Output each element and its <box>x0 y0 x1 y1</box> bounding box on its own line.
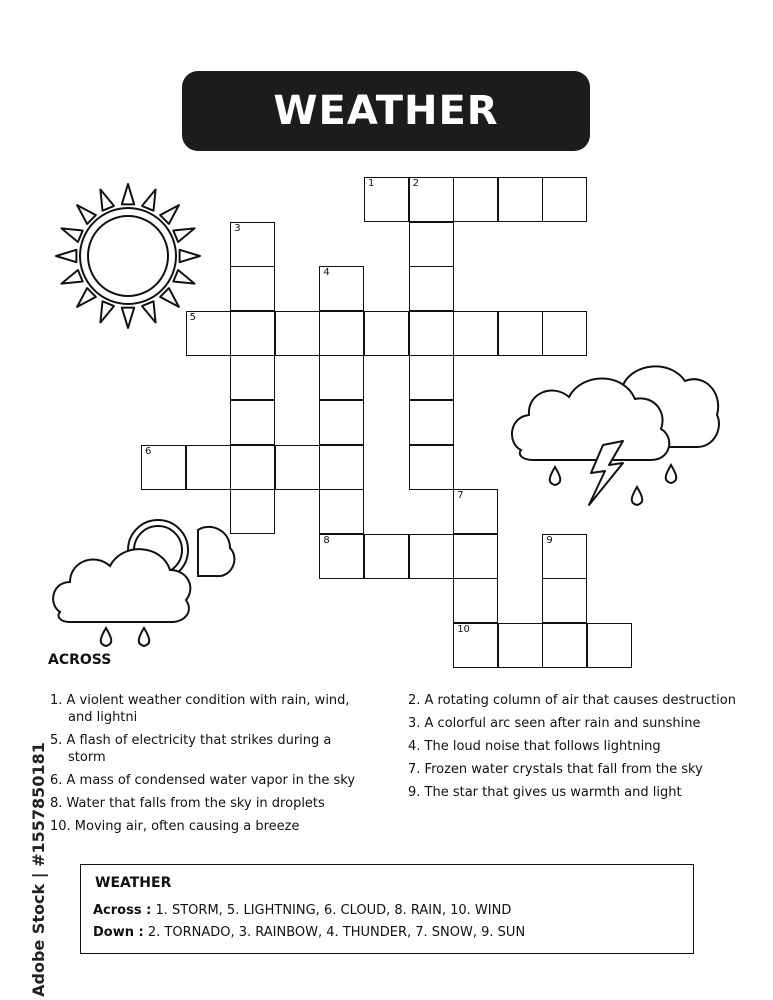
cell-number: 4 <box>323 267 330 279</box>
clue-10-across: 10. Moving air, often causing a breeze <box>50 819 300 834</box>
answer-across-text: 1. STORM, 5. LIGHTNING, 6. CLOUD, 8. RAIN, 10. WIND <box>155 903 512 918</box>
cell-number: 3 <box>234 222 241 234</box>
answer-key-title: WEATHER <box>95 875 172 891</box>
crossword-cell[interactable] <box>275 311 320 356</box>
watermark-text: Adobe Stock | #1557850181 <box>28 742 48 997</box>
crossword-cell[interactable] <box>409 311 454 356</box>
crossword-cell[interactable] <box>498 177 543 222</box>
page-title: WEATHER <box>273 88 499 134</box>
crossword-cell[interactable] <box>409 355 454 400</box>
answer-key <box>80 864 694 954</box>
crossword-cell[interactable] <box>230 445 275 490</box>
crossword-cell[interactable] <box>230 311 275 356</box>
cell-number: 8 <box>323 534 330 546</box>
crossword-cell[interactable] <box>319 445 364 490</box>
crossword-cell[interactable] <box>542 534 587 579</box>
cell-number: 10 <box>457 624 470 635</box>
cell-number: 9 <box>546 534 553 546</box>
clue-5-across: 5. A flash of electricity that strikes during a storm <box>50 733 332 765</box>
clue-9-down: 9. The star that gives us warmth and light <box>408 785 682 800</box>
crossword-cell[interactable] <box>319 400 364 445</box>
crossword-cell[interactable] <box>319 489 364 534</box>
crossword-cell[interactable] <box>364 534 409 579</box>
crossword-cell[interactable] <box>230 355 275 400</box>
crossword-cell[interactable] <box>453 489 498 534</box>
crossword-cell[interactable] <box>186 445 231 490</box>
crossword-cell[interactable] <box>542 177 587 222</box>
clue-4-down: 4. The loud noise that follows lightning <box>408 739 661 754</box>
crossword-cell[interactable] <box>453 311 498 356</box>
clue-list-left <box>48 692 373 841</box>
crossword-cell[interactable] <box>453 578 498 623</box>
clue-6-across: 6. A mass of condensed water vapor in the sky <box>50 773 356 788</box>
crossword-cell[interactable] <box>409 445 454 490</box>
crossword-cell[interactable] <box>542 578 587 623</box>
crossword-cell[interactable] <box>498 311 543 356</box>
stock-watermark <box>6 742 48 997</box>
crossword-cell[interactable] <box>409 266 454 311</box>
clue-list-right <box>406 692 736 807</box>
across-heading: ACROSS <box>48 652 112 668</box>
crossword-cell[interactable] <box>364 311 409 356</box>
crossword-cell[interactable] <box>453 177 498 222</box>
crossword-cell[interactable] <box>498 623 543 668</box>
crossword-cell[interactable] <box>587 623 632 668</box>
answer-down-label: Down : <box>93 925 144 940</box>
crossword-cell[interactable] <box>542 311 587 356</box>
crossword-cell[interactable] <box>230 266 275 311</box>
sun-icon <box>52 180 204 332</box>
answer-across-label: Across : <box>93 903 152 918</box>
cell-number: 7 <box>457 490 464 502</box>
crossword-cell[interactable] <box>453 623 498 668</box>
crossword-cell[interactable] <box>319 311 364 356</box>
cell-number: 2 <box>412 178 419 189</box>
clue-3-down: 3. A colorful arc seen after rain and sunshine <box>408 716 701 731</box>
crossword-cell[interactable] <box>453 534 498 579</box>
clue-8-across: 8. Water that falls from the sky in droplets <box>50 796 325 811</box>
cell-number: 6 <box>145 445 152 457</box>
clue-7-down: 7. Frozen water crystals that fall from the sky <box>408 762 703 777</box>
crossword-cell[interactable] <box>409 534 454 579</box>
crossword-cell[interactable] <box>364 177 409 222</box>
crossword-cell[interactable] <box>542 623 587 668</box>
answer-down <box>93 925 525 940</box>
crossword-cell[interactable] <box>275 445 320 490</box>
answer-across <box>93 903 511 918</box>
crossword-cell[interactable] <box>409 222 454 267</box>
crossword-cell[interactable] <box>319 266 364 311</box>
sun-cloud-icon <box>48 500 238 655</box>
crossword-cell[interactable] <box>230 222 275 267</box>
cell-number: 1 <box>368 178 375 189</box>
crossword-cell[interactable] <box>319 355 364 400</box>
storm-cloud-icon <box>505 355 725 520</box>
cell-number: 5 <box>189 311 196 323</box>
crossword-cell[interactable] <box>409 177 454 222</box>
clue-2-down: 2. A rotating column of air that causes destruction <box>408 693 736 708</box>
crossword-cell[interactable] <box>230 400 275 445</box>
crossword-cell[interactable] <box>141 445 186 490</box>
crossword-cell[interactable] <box>319 534 364 579</box>
answer-down-text: 2. TORNADO, 3. RAINBOW, 4. THUNDER, 7. SNOW, 9. SUN <box>147 925 526 940</box>
crossword-cell[interactable] <box>409 400 454 445</box>
clue-1-across: 1. A violent weather condition with rain, wind, and lightni <box>50 693 350 725</box>
